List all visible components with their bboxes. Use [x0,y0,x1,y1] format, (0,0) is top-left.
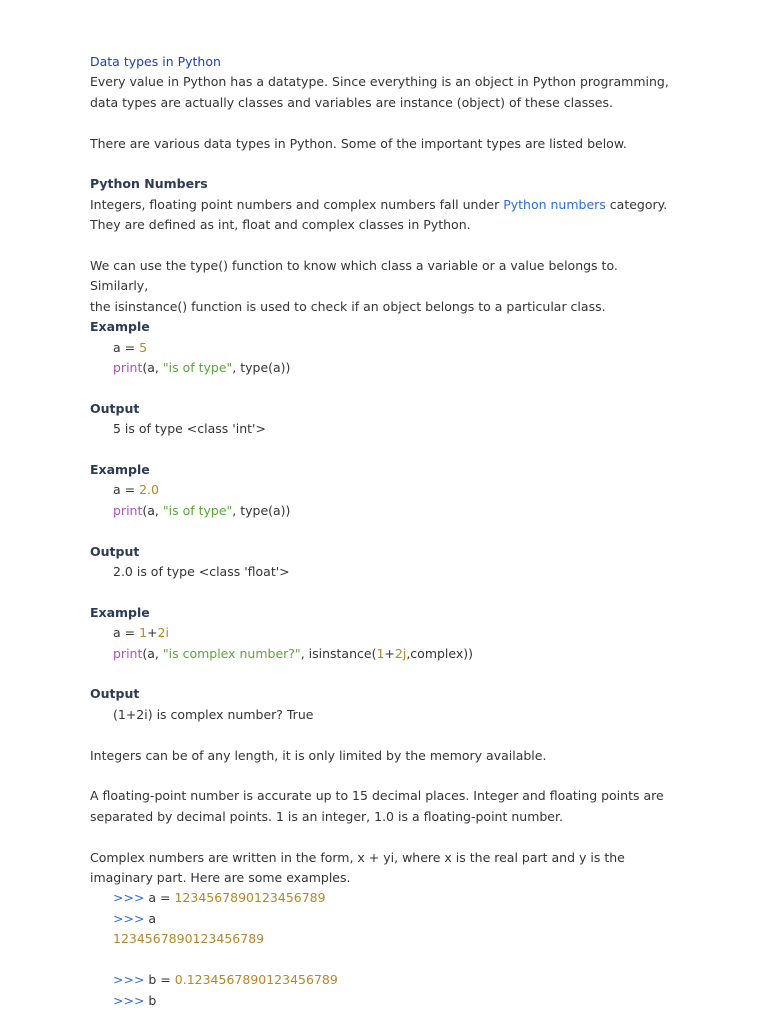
complex-paragraph-line-2: imaginary part. Here are some examples. [90,870,351,886]
float-paragraph-line-1: A floating-point number is accurate up to 15 decimal places. Integer and floating points are [90,788,664,804]
integer-length-paragraph: Integers can be of any length, it is only limited by the memory available. [90,747,547,763]
code-string: "is complex number?" [162,645,301,661]
example-label: Example [90,319,150,335]
repl-line [90,909,678,929]
output-label: Output [90,543,140,559]
code-text: ,complex)) [406,645,474,661]
output-line: (1+2i) is complex number? True [113,706,314,722]
code-text: , type(a)) [232,360,291,376]
example-label: Example [90,462,150,478]
code-string: "is of type" [162,360,233,376]
code-number: 5 [139,339,148,355]
numbers-text-b: category. [605,196,668,212]
numbers-text-a: Integers, floating point numbers and complex numbers fall under [90,196,504,212]
code-text: a = [113,625,140,641]
code-line [90,480,678,500]
code-line [90,644,678,664]
code-text: + [384,645,395,661]
code-text: (a, [142,645,163,661]
example-label: Example [90,604,150,620]
output-line: 2.0 is of type <class 'float'> [113,564,290,580]
python-numbers-link[interactable]: Python numbers [503,196,606,212]
code-text: + [147,625,158,641]
repl-prompt: >>> [113,910,145,926]
repl-line [90,888,678,908]
complex-paragraph-line-1: Complex numbers are written in the form, x + yi, where x is the real part and y is the [90,849,625,865]
code-function: print [113,502,143,518]
intro-line-1: Every value in Python has a datatype. Since everything is an object in Python programming, [90,74,669,90]
code-text: , type(a)) [232,502,291,518]
output-label: Output [90,400,140,416]
numbers-paragraph-line-2: They are defined as int, float and complex classes in Python. [90,217,471,233]
code-function: print [113,645,143,661]
code-number: 2j [394,645,407,661]
code-text: , isinstance( [300,645,377,661]
code-function: print [113,360,143,376]
code-line [90,358,678,378]
code-line [90,623,678,643]
code-text: b [144,992,157,1008]
repl-prompt: >>> [113,972,145,988]
float-paragraph-line-2: separated by decimal points. 1 is an integer, 1.0 is a floating-point number. [90,808,563,824]
intro-line-2: data types are actually classes and variables are instance (object) of these classes. [90,94,613,110]
repl-line [90,991,678,1011]
code-text: a = [113,339,140,355]
repl-output: 1234567890123456789 [113,931,265,947]
type-function-line-2: the isinstance() function is used to check if an object belongs to a particular class. [90,298,606,314]
code-text: b = [144,972,175,988]
code-number: 1 [376,645,385,661]
repl-line [90,970,678,990]
repl-prompt: >>> [113,890,145,906]
code-text: a = [144,890,175,906]
code-number: 2.0 [139,482,159,498]
output-label: Output [90,686,140,702]
section-heading-numbers: Python Numbers [90,176,208,192]
various-types-paragraph: There are various data types in Python. Some of the important types are listed below. [90,135,627,151]
code-string: "is of type" [162,502,233,518]
code-text: (a, [142,502,163,518]
code-number: 1234567890123456789 [174,890,326,906]
code-text: a = [113,482,140,498]
code-number: 1 [139,625,148,641]
code-text: (a, [142,360,163,376]
repl-prompt: >>> [113,992,145,1008]
type-function-line-1: We can use the type() function to know which class a variable or a value belongs to. Similarly, [90,258,618,294]
code-line [90,501,678,521]
numbers-paragraph-line-1 [90,195,678,215]
code-number: 0.1234567890123456789 [174,972,338,988]
code-line [90,338,678,358]
output-line: 5 is of type <class 'int'> [113,421,266,437]
code-number: 2i [157,625,169,641]
code-text: a [144,910,157,926]
page-title: Data types in Python [90,54,221,69]
